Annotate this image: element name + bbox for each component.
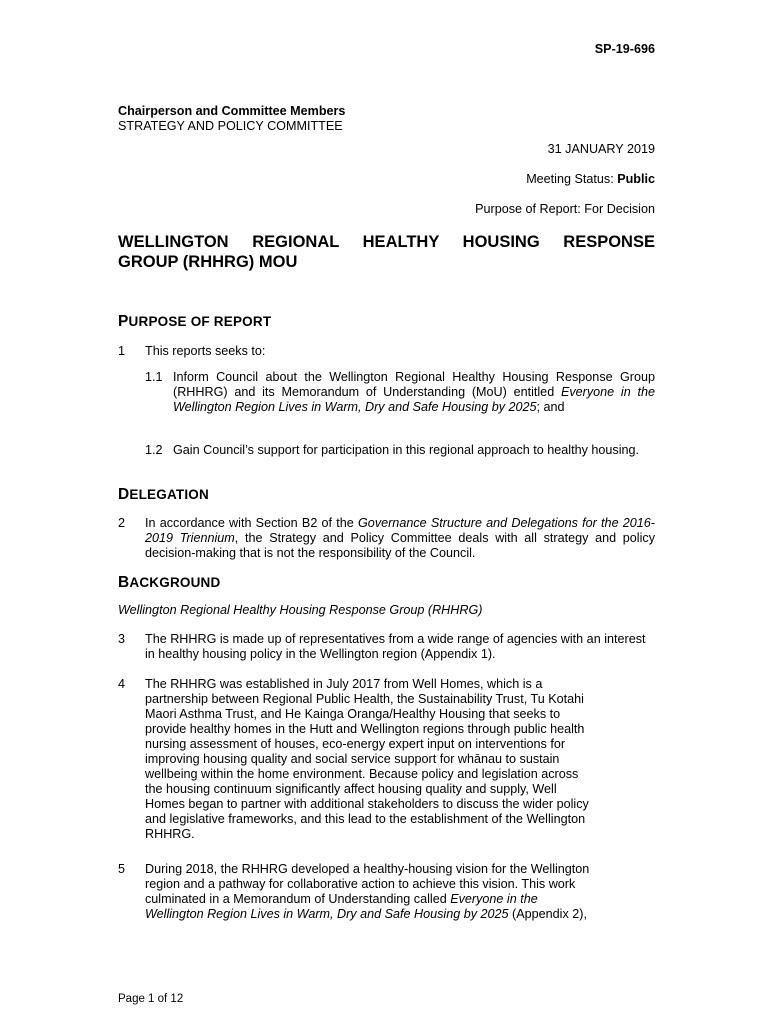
mou-title-italic: Wellington Region Lives in Warm, Dry and Safe Housing by 2025 [145,907,509,921]
heading-initial: D [118,486,130,503]
governance-document-italic: Governance Structure and Delegations for the 2016-2019 Triennium [145,516,656,545]
subparagraph-text [173,370,655,415]
paragraph-number: 3 [118,632,126,646]
section-heading-background [118,575,220,590]
text-line [145,907,655,922]
text-run: culminated in a Memorandum of Understanding called [145,892,451,906]
heading-rest: ELEGATION [129,487,209,502]
text-line: nursing assessment of houses, eco-energy expert input on interventions for [145,737,566,751]
paragraph-number: 4 [118,677,126,691]
text-line: the housing continuum significantly affect housing quality and supply, Well [145,782,557,796]
paragraph-number: 5 [118,862,126,876]
text-line: partnership between Regional Public Health, the Sustainability Trust, Tu Kotahi [145,692,584,706]
section-heading-purpose [118,314,271,329]
heading-rest: URPOSE OF REPORT [128,314,272,329]
title-line-2: GROUP (RHHRG) MOU [118,253,298,271]
text-line: improving housing quality and social service support for whānau to sustain [145,752,560,766]
text-line: provide healthy homes in the Hutt and Wellington regions through public health [145,722,585,736]
text-line: During 2018, the RHHRG developed a healthy-housing vision for the Wellington [145,862,590,876]
paragraph-number: 1 [118,344,126,358]
title-line-1: WELLINGTON REGIONAL HEALTHY HOUSING RESPONSE [118,233,655,251]
meeting-status [400,172,655,187]
text-run: Inform Council about the Wellington Regional Healthy Housing Response Group (RHHRG) and its Memorandum of Understanding (MoU) entitled [173,370,655,399]
meeting-status-value: Public [617,172,655,186]
paragraph-number: 2 [118,516,126,530]
mou-title-italic: Everyone in the Wellington Region Lives in Warm, Dry and Safe Housing by 2025 [173,385,656,414]
paragraph-2 [145,516,655,561]
text-run: In accordance with Section B2 of the [145,516,359,530]
subheading-rhhrg: Wellington Regional Healthy Housing Response Group (RHHRG) [118,603,483,617]
paragraph-1: This reports seeks to: [145,344,266,358]
subparagraph-number: 1.2 [145,443,163,457]
subparagraph-text: Gain Council’s support for participation in this regional approach to healthy housing. [173,443,640,457]
paragraph-5 [145,862,655,922]
heading-initial: P [118,313,129,330]
page-title [118,232,655,272]
text-run: (Appendix 2), [508,907,587,921]
text-line: Maori Asthma Trust, and He Kainga Oranga/Healthy Housing that seeks to [145,707,561,721]
paragraph-3: The RHHRG is made up of representatives from a wide range of agencies with an interest in healthy housing policy in the Wellington region (Appendix 1). [145,632,646,661]
text-line: RHHRG. [145,827,195,841]
purpose-line: Purpose of Report: For Decision [475,202,655,216]
text-line: Homes began to partner with additional stakeholders to discuss the wider policy [145,797,589,811]
text-line: The RHHRG was established in July 2017 from Well Homes, which is a [145,677,543,691]
section-heading-delegation [118,487,209,502]
paragraph-4 [145,677,655,842]
report-date: 31 JANUARY 2019 [547,142,655,156]
mou-title-italic: Everyone in the [450,892,538,906]
text-line: wellbeing within the home environment. Because policy and legislation across [145,767,579,781]
page-number-footer: Page 1 of 12 [118,993,184,1005]
heading-rest: ACKGROUND [129,575,221,590]
text-line: region and a pathway for collaborative action to achieve this vision. This work [145,877,576,891]
text-line [145,892,655,907]
text-line: and legislative frameworks, and this lead to the establishment of the Wellington [145,812,586,826]
document-reference: SP-19-696 [594,42,655,56]
subparagraph-number: 1.1 [145,370,163,384]
heading-initial: B [118,574,130,591]
addressee-line-1: Chairperson and Committee Members [118,104,346,118]
meeting-status-label: Meeting Status: [526,172,618,186]
text-run: , the Strategy and Policy Committee deals with all strategy and policy decision-making that is not the responsibility of the Council. [145,531,655,560]
text-run: ; and [536,400,565,414]
addressee-line-2: STRATEGY AND POLICY COMMITTEE [118,119,343,133]
